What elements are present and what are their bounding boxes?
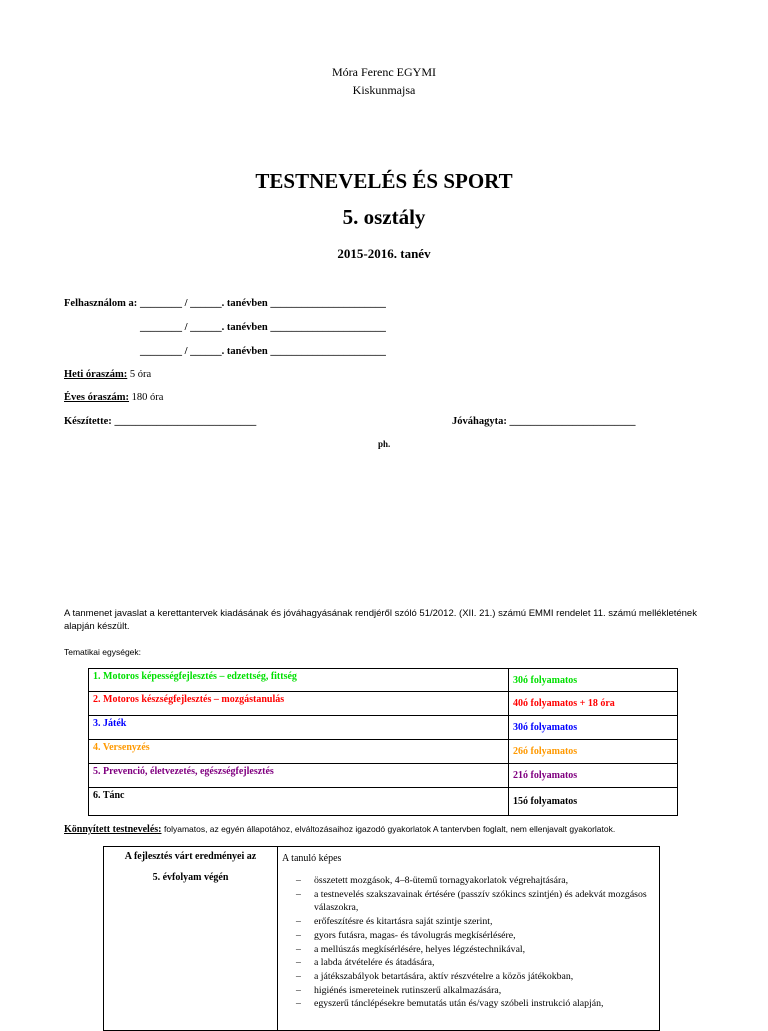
weekly-hours bbox=[64, 369, 151, 380]
prepared-by-label: Készítette: bbox=[64, 416, 112, 427]
outcome-item: – erőfeszítésre és kitartásra saját szintje szerint, bbox=[282, 915, 655, 929]
adapted-pe-label: Könnyített testnevelés: bbox=[64, 824, 162, 835]
grade-title: 5. osztály bbox=[342, 205, 426, 229]
usage-line-3: ________ / ______. tanévben ______________________ bbox=[140, 346, 386, 357]
unit-row bbox=[89, 740, 678, 764]
thematic-units-table bbox=[88, 668, 678, 816]
adapted-pe bbox=[64, 824, 744, 835]
unit-hours: 40ó folyamatos + 18 óra bbox=[509, 692, 678, 716]
school-city: Kiskunmajsa bbox=[352, 83, 416, 97]
usage-label: Felhasználom a: bbox=[64, 298, 138, 309]
unit-name: 5. Prevenció, életvezetés, egészségfejlesztés bbox=[89, 764, 509, 788]
outcome-item: – egyszerű tánclépésekre bemutatás után és/vagy szóbeli instrukció alapján, bbox=[282, 997, 655, 1011]
weekly-hours-label: Heti óraszám: bbox=[64, 369, 128, 380]
weekly-hours-value: 5 óra bbox=[129, 369, 152, 380]
outcomes-heading: A fejlesztés várt eredményei az bbox=[124, 851, 257, 862]
unit-row bbox=[89, 669, 678, 692]
themes-label: Tematikai egységek: bbox=[64, 647, 142, 657]
outcome-item: – higiénés ismereteinek rutinszerű alkalmazására, bbox=[282, 984, 655, 998]
stamp-placeholder: ph. bbox=[378, 439, 391, 449]
outcome-item: – a mellúszás megkísérlésére, helyes légzéstechnikával, bbox=[282, 943, 655, 957]
outcome-item: – a labda átvételére és átadására, bbox=[282, 956, 655, 970]
outcome-item: – a játékszabályok betartására, aktív részvételre a közös játékokban, bbox=[282, 970, 655, 984]
usage-line-2: ________ / ______. tanévben ______________________ bbox=[140, 322, 386, 333]
unit-hours: 21ó folyamatos bbox=[509, 764, 678, 788]
prepared-by-line: ___________________________ bbox=[114, 416, 257, 427]
unit-row bbox=[89, 764, 678, 788]
outcomes-heading-cell bbox=[104, 847, 278, 1031]
unit-hours: 26ó folyamatos bbox=[509, 740, 678, 764]
intro-paragraph: A tanmenet javaslat a kerettantervek kiadásának és jóváhagyásának rendjéről szóló 51/2012. (XII. 21.) számú EMMI rendelet 11. számú mellékletének alapján készült. bbox=[64, 608, 697, 632]
unit-row bbox=[89, 692, 678, 716]
unit-row bbox=[89, 716, 678, 740]
outcomes-intro: A tanuló képes bbox=[282, 853, 342, 864]
approved-by-label: Jóváhagyta: bbox=[452, 416, 507, 427]
document-title: TESTNEVELÉS ÉS SPORT bbox=[255, 169, 513, 193]
unit-hours: 30ó folyamatos bbox=[509, 716, 678, 740]
adapted-pe-text: folyamatos, az egyén állapotához, elváltozásaihoz igazodó gyakorlatok A tantervben foglalt, nem ellenjavalt gyakorlatok. bbox=[163, 824, 616, 834]
outcomes-table bbox=[103, 846, 660, 1031]
outcome-item: – gyors futásra, magas- és távolugrás megkísérlésére, bbox=[282, 929, 655, 943]
unit-name: 4. Versenyzés bbox=[89, 740, 509, 764]
unit-row bbox=[89, 788, 678, 816]
yearly-hours-value: 180 óra bbox=[131, 392, 164, 403]
unit-name: 2. Motoros készségfejlesztés – mozgástanulás bbox=[89, 692, 509, 716]
school-header bbox=[0, 63, 768, 99]
prepared-by bbox=[64, 416, 256, 427]
outcome-item: – a testnevelés szakszavainak értésére (passzív szókincs szintjén) és adekvát mozgásos válaszokra, bbox=[282, 888, 655, 915]
unit-name: 3. Játék bbox=[89, 716, 509, 740]
yearly-hours-label: Éves óraszám: bbox=[64, 392, 130, 403]
approved-by bbox=[452, 416, 635, 427]
school-year: 2015-2016. tanév bbox=[337, 246, 431, 261]
outcomes-list bbox=[282, 874, 655, 1011]
unit-hours: 15ó folyamatos bbox=[509, 788, 678, 816]
usage-row-1 bbox=[64, 298, 137, 309]
unit-name: 6. Tánc bbox=[89, 788, 509, 816]
approved-by-line: ________________________ bbox=[509, 416, 636, 427]
unit-hours: 30ó folyamatos bbox=[509, 669, 678, 692]
outcomes-content-cell bbox=[278, 847, 660, 1031]
outcomes-subheading: 5. évfolyam végén bbox=[152, 872, 229, 883]
yearly-hours bbox=[64, 392, 163, 403]
outcome-item: – összetett mozgások, 4–8-ütemű tornagyakorlatok végrehajtására, bbox=[282, 874, 655, 888]
school-name: Móra Ferenc EGYMI bbox=[332, 65, 436, 79]
unit-name: 1. Motoros képességfejlesztés – edzettség, fittség bbox=[89, 669, 509, 692]
usage-line-1: ________ / ______. tanévben ______________________ bbox=[140, 298, 386, 309]
